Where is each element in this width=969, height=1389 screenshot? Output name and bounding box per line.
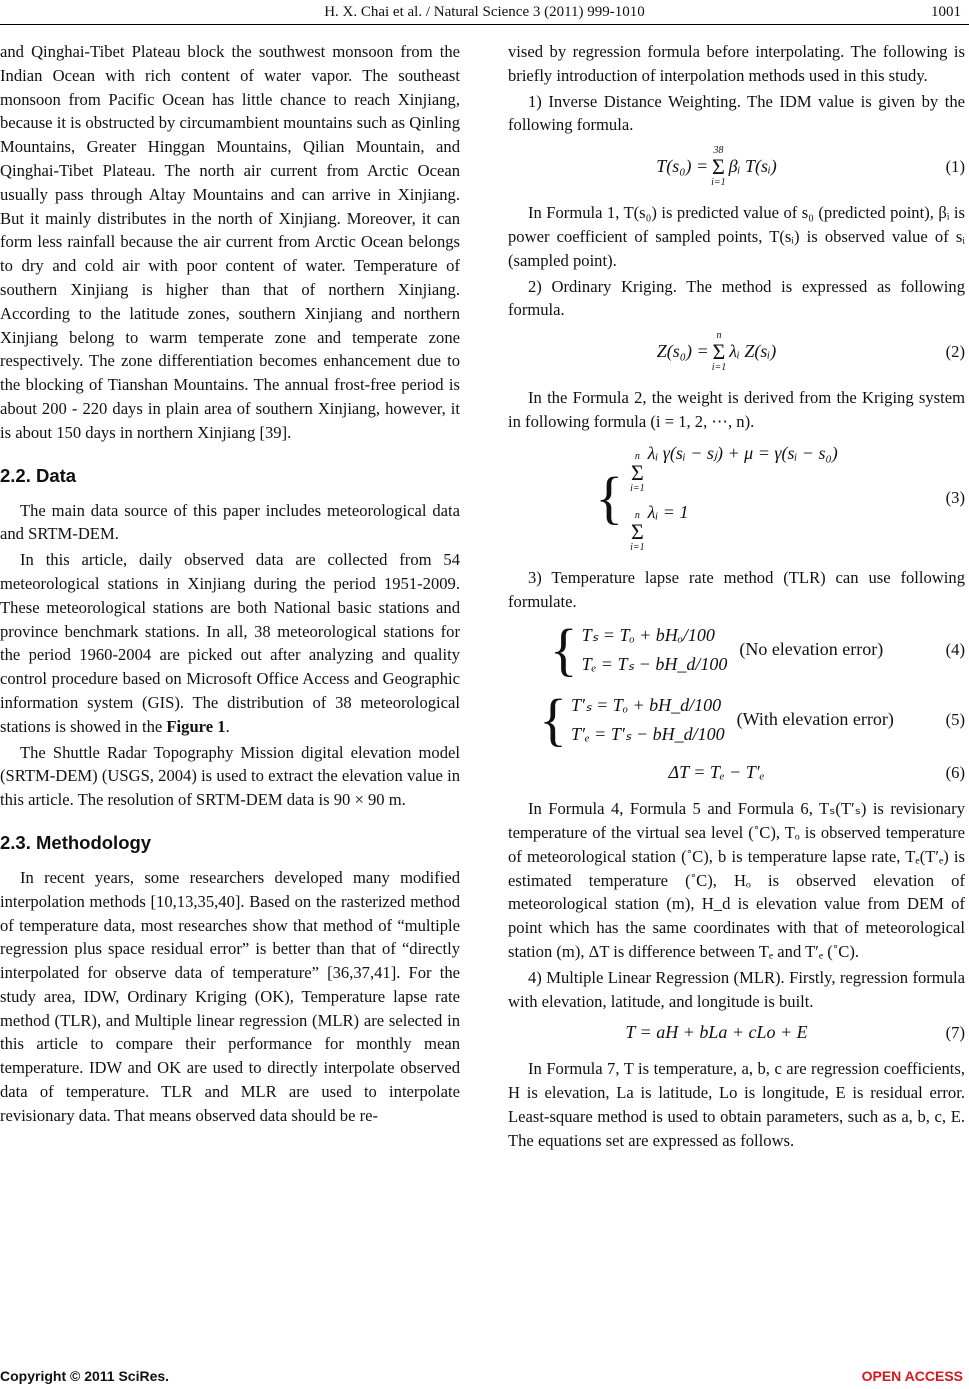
eq3-line1: λᵢ γ(sᵢ − sⱼ) + μ = γ(sᵢ − s₀) (647, 442, 838, 463)
eq2-lhs: Z(s₀) = (656, 341, 709, 362)
section-heading-data: 2.2. Data (0, 464, 77, 486)
page-number: 1001 (931, 4, 961, 20)
right-column (508, 40, 965, 1154)
paragraph-kriging: 2) Ordinary Kriging. The method is expressed as following formula. (508, 276, 965, 320)
running-header: H. X. Chai et al. / Natural Science 3 (2011) 999-1010 (324, 4, 645, 20)
equation-6 (508, 761, 965, 785)
paragraph-formula1: In Formula 1, T(s₀) is predicted value of s₀ (predicted point), βᵢ is power coefficient of sampled points, T(sᵢ) is observed value of sᵢ (sampled point). (508, 203, 965, 270)
summation-icon: n Σ i=1 (630, 509, 645, 553)
figure-1-link[interactable]: Figure 1 (166, 716, 226, 736)
eq3-number: (3) (945, 487, 965, 507)
paragraph-methods: In recent years, some researchers developed many modified interpolation methods [10,13,35,40]. Based on the rasterized method of temperature data, most researches show that method of “multiple regression plus space residual error” is better than that of “directly interpolated for observe data of temperature” [36,37,41]. For the study area, IDW, Ordinary Kriging (OK), Temperature lapse rate method (TLR), and Multiple linear regression (MLR) are selected in this article to compare their performance for monthly mean temperature. IDW and OK are used to directly interpolate observed data of temperature. TLR and MLR are used to interpolate revisionary data. That means observed data should be re- (0, 867, 460, 1125)
section-heading-methodology: 2.3. Methodology (0, 831, 152, 853)
copyright-notice: Copyright © 2011 SciRes. (0, 1368, 170, 1384)
equation-3 (508, 442, 965, 554)
header-rule (0, 24, 969, 25)
eq5-line2: T′ₑ = T′ₛ − bH_d/100 (571, 724, 725, 745)
summation-icon: n Σ i=1 (711, 330, 727, 374)
summation-icon: n Σ i=1 (630, 450, 645, 494)
paragraph-data-sources: The main data source of this paper includes meteorological data and SRTM-DEM. (0, 500, 460, 544)
eq6-body: ΔT = Tₑ − T′ₑ (668, 762, 765, 783)
paragraph-formula7: In Formula 7, T is temperature, a, b, c are regression coefficients, H is elevation, La is latitude, Lo is longitude, E is residual error. Least-square method is used to obtain parameters, such as a, b, c, E. The equations set are expressed as follows. (508, 1059, 965, 1150)
eq4-number: (4) (945, 640, 965, 660)
summation-icon: 38 Σ i=1 (711, 145, 726, 189)
eq2-number: (2) (945, 342, 965, 362)
eq4-note: (No elevation error) (739, 639, 884, 660)
equation-1 (508, 145, 965, 189)
left-column (0, 40, 460, 1130)
paragraph-formula2: In the Formula 2, the weight is derived from the Kriging system in following formula (i = 1, 2, ⋯, n). (508, 388, 965, 431)
paragraph-srtm: The Shuttle Radar Topography Mission digital elevation model (SRTM-DEM) (USGS, 2004) is used to extract the elevation value in this article. The resolution of SRTM-DEM data is 90 × 90 m. (0, 742, 460, 810)
paragraph-formula456: In Formula 4, Formula 5 and Formula 6, Tₛ(T′ₛ) is revisionary temperature of the virtual sea level (˚C), Tₒ is observed temperature of meteorological station (˚C), b is temperature lapse rate, Tₑ(T′ₑ) is estimated temperature (˚C), Hₒ is observed elevation of meteorological station (m), H_d is elevation value from DEM of point which has the same coordinates with that of meteorological station (m), ΔT is difference between Tₑ and T′ₑ (˚C). (508, 799, 965, 961)
eq7-body: T = aH + bLa + cLo + E (625, 1022, 808, 1043)
eq1-number: (1) (945, 157, 965, 177)
left-brace-icon: { (595, 464, 624, 530)
paragraph-stations (0, 548, 460, 738)
eq4-line1: Tₛ = Tₒ + bHₒ/100 (581, 624, 715, 645)
eq2-rhs: λᵢ Z(sᵢ) (729, 341, 777, 362)
eq6-number: (6) (945, 763, 965, 783)
eq3-line2: λᵢ = 1 (647, 501, 689, 522)
paragraph-idw: 1) Inverse Distance Weighting. The IDM value is given by the following formula. (508, 91, 965, 135)
eq1-lhs: T(s₀) = (656, 156, 709, 177)
paragraph-revised: vised by regression formula before interpolating. The following is briefly introduction of interpolation methods used in this study. (508, 42, 965, 85)
stations-text-end: . (225, 716, 230, 736)
left-brace-icon: { (549, 617, 578, 683)
eq5-note: (With elevation error) (736, 709, 894, 730)
paragraph-tlr: 3) Temperature lapse rate method (TLR) can use following formulate. (508, 567, 965, 611)
equation-7 (508, 1021, 965, 1045)
eq1-rhs: βᵢ T(sᵢ) (728, 156, 777, 177)
stations-text: In this article, daily observed data are collected from 54 meteorological stations in Xinjiang during the period 1951-2009. These meteorological stations are both National basic stations and province benchmark stations. In all, 38 meteorological stations for the period 1960-2004 are picked out after analyzing and quality control procedure based on Microsoft Office Access and Geographic information system (GIS). The distribution of 38 meteorological stations is showed in the (0, 550, 460, 736)
paragraph-climate: and Qinghai-Tibet Plateau block the southwest monsoon from the Indian Ocean with rich content of water vapor. The southeast monsoon from Pacific Ocean has little chance to reach Xinjiang, because it is obstructed by circumambient mountains such as Qinling Mountains, Greater Hinggan Mountains, Qilian Mountain, and Qinghai-Tibet Plateau. The north air current from Arctic Ocean usually pass through Altay Mountains and can arrive in Xinjiang. But it mainly distributes in the north of Xinjiang. Moreover, it can form less rainfall because the air current from Arctic Ocean belongs to dry and cold air with poor content of water. Temperature of southern Xinjiang is higher than that of northern Xinjiang. According to the latitude zones, southern Xinjiang and northern Xinjiang belong to warm temperate zone and temperate zone respectively. The zone differentiation becomes enhancement due to the blocking of Tianshan Mountains. The annual frost-free period is about 200 - 220 days in plain area of southern Xinjiang, however, it is about 150 days in northern Xinjiang [39]. (0, 42, 460, 442)
eq4-line2: Tₑ = Tₛ − bH_d/100 (581, 654, 728, 675)
equation-4 (508, 617, 965, 683)
left-brace-icon: { (539, 687, 567, 753)
paragraph-mlr: 4) Multiple Linear Regression (MLR). Firstly, regression formula with elevation, latitude, and longitude is built. (508, 967, 965, 1011)
equation-5 (508, 687, 965, 753)
equation-2 (508, 330, 965, 374)
eq7-number: (7) (945, 1023, 965, 1043)
eq5-line1: T′ₛ = Tₒ + bH_d/100 (571, 694, 722, 715)
open-access-label[interactable]: OPEN ACCESS (861, 1368, 963, 1384)
eq5-number: (5) (945, 710, 965, 730)
